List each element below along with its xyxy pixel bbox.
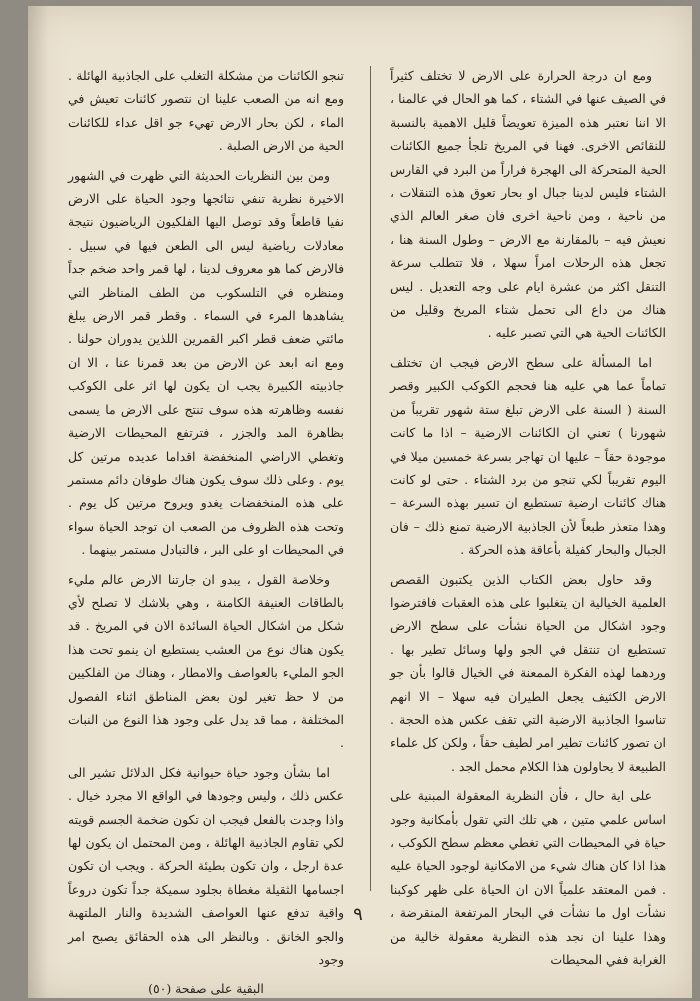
paragraph: تنجو الكائنات من مشكلة التغلب على الجاذبية الهائلة . ومع انه من الصعب علينا ان نتصور كائنات تعيش في الماء ، لكن بحار الارض تهيء جو اقل عداء للكائنات الحية من الارض الصلبة . <box>68 68 344 154</box>
paragraph: ومن بين النظريات الحديثة التي ظهرت في الشهور الاخيرة نظرية تنفي نتائجها وجود الحياة على الارض نفيا قاطعاً وقد توصل اليها الفلكيون الرياضيون نتيجة معادلات رياضية ليس الى الطعن فيها في سبيل . فالارض كما هو معروف لدينا ، لها قمر واحد ضخم جداً ومنظره في التلسكوب من الطف المناظر التي يشاهدها المرء في السماء . وقطر قمر الارض يبلغ مائتي ضعف قطر اكبر القمرين اللذين يدوران حولنا . ومع انه ابعد عن الارض من بعد قمرنا عنا ، الا ان جاذبيته الكبيرة يجب ان يكون لها اثر على الكوكب نفسه وظاهرته هذه سوف تنتج على الارض ما يسمى بظاهرة المد والجزر ، فترتفع المحيطات الارضية وتغطي الاراضي المنخفضة اقداما عديده مرتين كل يوم . وعلى ذلك سوف يكون هناك طوفان دائم مستمر على هذه المنخفضات يغدو ويروح مرتين كل يوم . وتحت هذه الظروف من الصعب ان توجد الحياة سواء في المحيطات او على البر ، فالتبادل مستمر بينهما . <box>68 167 344 558</box>
paragraph: اما بشأن وجود حياة حيوانية فكل الدلائل تشير الى عكس ذلك ، وليس وجودها في الواقع الا مجرد خيال . واذا وجدت بالفعل فيجب ان تكون ضخمة الجسم قويته لكي تقاوم الجاذبية الهائلة ، ومن المحتمل ان يكون لها عدة ارجل ، وان تكون بطيئة الحركة . ويجب ان تكون اجسامها الثقيلة مغطاة بجلود سميكة جداً تكون دروعاً واقية تدفع عنها العواصف الشديدة والنار الملتهبة والجو الخانق . وبالنظر الى هذه الحقائق يصبح امر وجود <box>68 764 344 968</box>
left-text-column <box>68 64 344 1001</box>
right-text-column <box>390 64 666 977</box>
column-divider <box>370 66 371 891</box>
magazine-page <box>28 6 692 998</box>
continued-note: البقية على صفحة (٥٠) <box>148 981 264 997</box>
paragraph: ومع ان درجة الحرارة على الارض لا تختلف كثيراً في الصيف عنها في الشتاء ، كما هو الحال في عالمنا ، الا اننا نعتبر هذه الميزة تعويضاً قليل الاهمية بالنسبة للنقائص الاخرى. فهنا في المريخ تلجأ جميع الكائنات الحية المتحركة الى الهجرة فراراً من البرد في القارس الشتاء فليس لدينا جبال او بحار تعوق هذه التنقلات ، من ناحية ، ومن ناحية اخرى فان صغر العالم الذي نعيش فيه – بالمقارنة مع الارض – وطول السنة هنا ، تجعل هذه الرحلات امراً سهلا ، فلا تتطلب سرعة التنقل اكثر من عشرة ايام على وجه التعديل . ليس هناك من داع الى تحمل شتاء المريخ وقليل من الكائنات الحية هي التي تصبر عليه . <box>390 68 666 341</box>
paragraph: على اية حال ، فأن النظرية المعقولة المبنية على اساس علمي متين ، هي تلك التي تقول بأمكانية وجود حياة في المحيطات التي تغطي معظم سطح الكوكب ، هذا اذا كان هناك شيء من الامكانية لوجود الحياة عليه . فمن المعتقد علمياً الان ان الحياة على ظهر كوكبنا نشأت اول ما نشأت في البحار المرتفعة المنقرضة ، وهذا علينا ان نجد هذه النظرية معقولة خالية من الغرابة ففي المحيطات <box>390 788 666 968</box>
page-number: ٩ <box>353 904 363 925</box>
page-fold-shadow <box>28 6 48 998</box>
paragraph: وخلاصة القول ، يبدو ان جارتنا الارض عالم مليء بالطاقات العنيفة الكامنة ، وهي بلاشك لا تصلح لأي شكل من اشكال الحياة السائدة الان في المريخ . قد يكون هناك نوع من العشب يستطيع ان ينمو تحت هذا الجو المليء بالعواصف والامطار ، وهناك من الفلكيين من لا حظ تغير لون بعض المناطق اثناء الفصول المختلفة ، مما قد يدل على وجود هذا النوع من النبات . <box>68 571 344 751</box>
paragraph: اما المسألة على سطح الارض فيجب ان تختلف تماماً عما هي عليه هنا فحجم الكوكب الكبير وقصر السنة ( السنة على الارض تبلغ ستة شهور تقريباً من شهورنا ) تعني ان الكائنات الارضية – اذا ما كانت موجودة حقاً – عليها ان تهاجر بسرعة خمسين ميلا في اليوم تقريباً لكي تنجو من برد الشتاء . حتى لو كانت هناك كائنات ارضية تستطيع ان تسير بهذه السرعة – وهذا متعذر طبعاً لأن الجاذبية الارضية تمنع ذلك – فان الجبال والبحار كفيلة بأعاقة هذه الحركة . <box>390 354 666 558</box>
paragraph: وقد حاول بعض الكتاب الذين يكتبون القصص العلمية الخيالية ان يتغلبوا على هذه العقبات فافترضوا وجود اشكال من الحياة نشأت على سطح الارض تستطيع ان تنتقل في الجو ولها وسائل تطير بها . وردهما لهذه الفكرة الممعنة في الخيال قالوا بأن جو الارض الكثيف يجعل الطيران فيه سهلا – الا انهم تناسوا الجاذبية الارضية التي تقف عكس هذه الحجة . ان تصور كائنات تطير امر لطيف حقاً ، ولكن كل علماء الطبيعة لا يحاولون هذا الكلام محمل الجد . <box>390 571 666 774</box>
